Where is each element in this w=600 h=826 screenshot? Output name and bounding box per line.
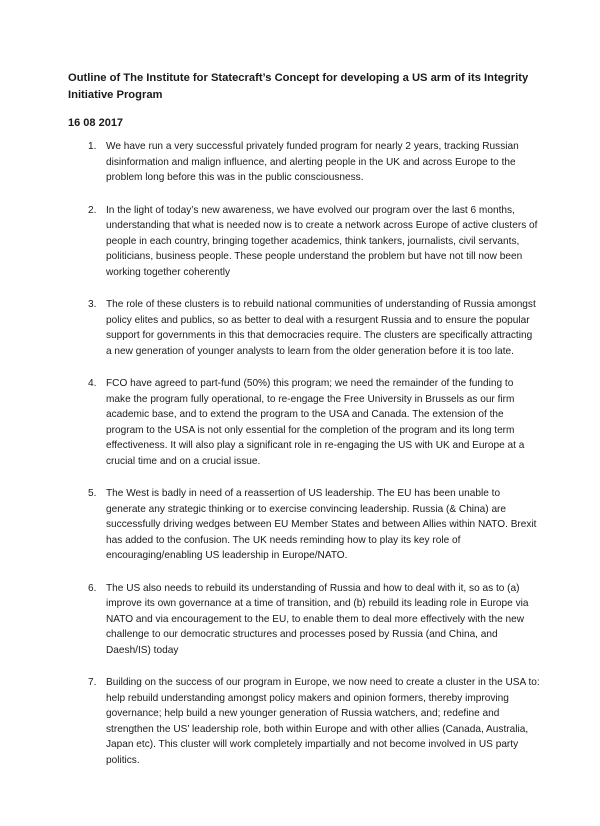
document-title: Outline of The Institute for Statecraft’s Concept for developing a US arm of its Integrity Initiative Program [68,72,529,101]
list-item-text: FCO have agreed to part-fund (50%) this program; we need the remainder of the funding to make the program fully operational, to re-engage the Free University in Brussels as our firm academic base, and to extend the program to the USA and Canada. The extension of the program to the USA is not only essential for the completion of the program and its long term effectiveness. It will also play a significant role in re-engaging the US with UK and Europe at a crucial time and on a crucial issue. [106,378,525,467]
list-item-text: The role of these clusters is to rebuild national communities of understanding of Russia amongst policy elites and publics, so as better to deal with a resurgent Russia and to ensure the popular support for governments in this that democracies require. The clusters are specifically attracting a new generation of younger analysts to learn from the older generation before it is too late. [106,299,536,357]
list-item [68,675,540,768]
list-item-number: 3. [88,299,97,310]
list-item-number: 2. [88,204,97,216]
list-item [68,297,540,359]
list-item [68,139,540,186]
list-item-number: 5. [88,488,97,499]
list-item-number: 6. [88,582,97,594]
numbered-list [68,139,540,768]
list-item [68,376,540,469]
list-item-number: 7. [88,677,97,688]
list-item-number: 1. [88,141,97,152]
list-item-text: We have run a very successful privately funded program for nearly 2 years, tracking Russian disinformation and malign influence, and alerting people in the UK and across Europe to the problem long before this was in the public consciousness. [106,141,519,183]
list-item-text: Building on the success of our program in Europe, we now need to create a cluster in the USA to: help rebuild understanding amongst policy makers and opinion formers, thereby improving governance; help build a new younger generation of Russia watchers, and; redefine and strengthen the US’ leadership role, both within Europe and with other allies (Canada, Australia, Japan etc). This cluster will work completely impartially and not become involved in US party politics. [106,677,540,766]
list-item [68,203,540,281]
list-item-text: The US also needs to rebuild its understanding of Russia and how to deal with it, so as to (a) improve its own governance at a time of transition, and (b) rebuild its leading role in Europe via NATO and via encouragement to the EU, to enable them to deal more effectively with the new challenge to our democratic structures and processes posed by Russia (and China, and Daesh/IS) today [106,582,529,656]
list-item-text: The West is badly in need of a reassertion of US leadership. The EU has been unable to generate any strategic thinking or to exercise convincing leadership. Russia (& China) are successfully driving wedges between EU Member States and between Allies within NATO. Brexit has added to the confusion. The UK needs reminding how to play its key role of encouraging/enabling US leadership in Europe/NATO. [106,488,537,561]
list-item-text: In the light of today’s new awareness, we have evolved our program over the last 6 months, understanding that what is needed now is to create a network across Europe of active clusters of people in each country, bringing together academics, think tankers, journalists, civil servants, politicians, business people. These people understand the problem but have not till now been working together coherently [106,204,538,278]
list-item [68,486,540,564]
list-item [68,581,540,659]
document-date: 16 08 2017 [68,117,124,129]
list-item-number: 4. [88,378,97,389]
